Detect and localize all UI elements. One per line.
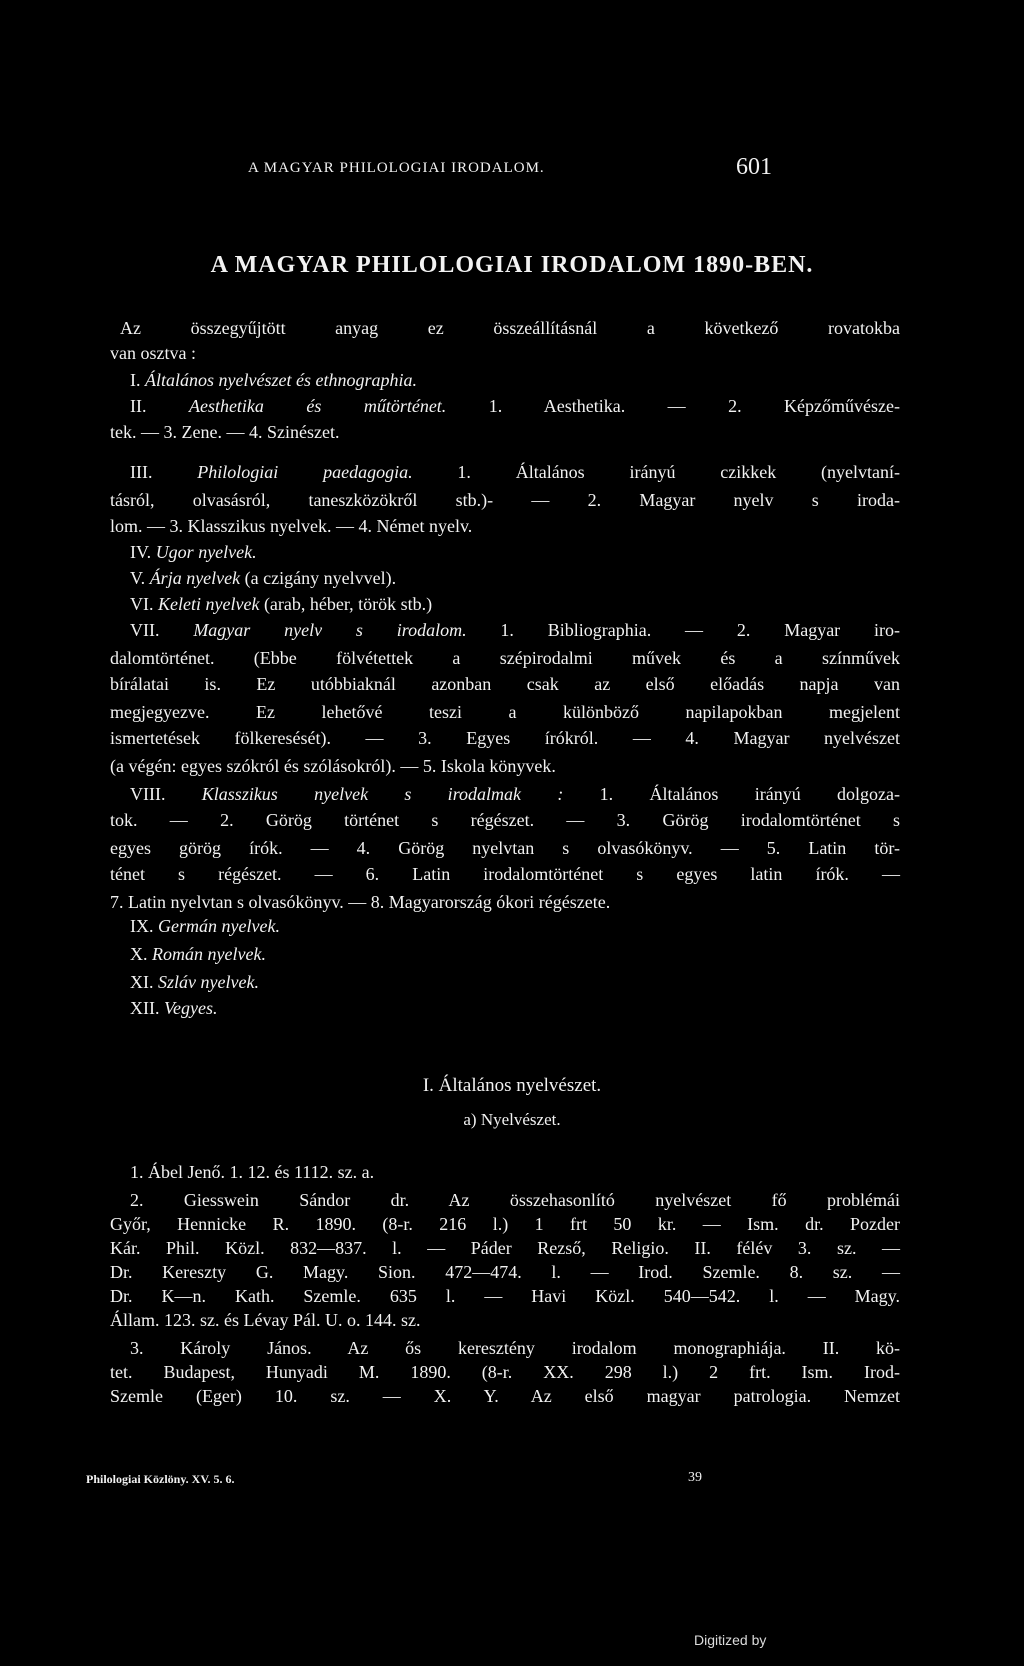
section-line: [110, 838, 900, 859]
section-line: [110, 490, 900, 511]
bibliography-line: 3. Károly János. Az ős keresztény irodalom monographiája. II. kö-: [130, 1338, 900, 1358]
section-title: Vegyes.: [164, 998, 218, 1018]
section-number: VII.: [130, 620, 194, 640]
section-number: IX.: [130, 916, 158, 936]
section-line: [130, 396, 900, 417]
page-number: 601: [736, 154, 772, 180]
section-line: [130, 998, 217, 1019]
bibliography-line: Szemle (Eger) 10. sz. — X. Y. Az első magyar patrologia. Nemzet: [110, 1386, 900, 1406]
journal-footer: Philologiai Közlöny. XV. 5. 6.: [86, 1472, 235, 1486]
section-line: [130, 462, 900, 483]
section-line: [130, 972, 259, 993]
section-heading: I. Általános nyelvészet.: [422, 1075, 602, 1096]
section-title: Klasszikus nyelvek s irodalmak :: [201, 784, 564, 804]
section-title: Szláv nyelvek.: [158, 972, 259, 992]
section-number: V.: [130, 568, 150, 588]
section-text: 7. Latin nyelvtan s olvasókönyv. — 8. Magyarország ókori régészete.: [110, 892, 611, 912]
bibliography-line: Állam. 123. sz. és Lévay Pál. U. o. 144. sz.: [110, 1310, 421, 1330]
section-title: Germán nyelvek.: [158, 916, 280, 936]
section-line: [130, 542, 257, 563]
bibliography-line: Kár. Phil. Közl. 832—837. l. — Páder Rezső, Religio. II. félév 3. sz. —: [110, 1238, 900, 1258]
section-number: X.: [130, 944, 152, 964]
section-line: [110, 810, 900, 831]
section-title: Aesthetika és műtörténet.: [188, 396, 447, 416]
bibliography-line: Dr. K—n. Kath. Szemle. 635 l. — Havi Közl. 540—542. l. — Magy.: [110, 1286, 900, 1306]
section-text: megjegyezve. Ez lehetővé teszi a különböző napilapokban megjelent: [110, 702, 900, 722]
section-number: III.: [130, 462, 198, 482]
section-number: VI.: [130, 594, 158, 614]
section-title: Román nyelvek.: [152, 944, 266, 964]
section-text: egyes görög írók. — 4. Görög nyelvtan s olvasókönyv. — 5. Latin tör-: [110, 838, 900, 858]
intro-line: Az összegyűjtött anyag ez összeállításnál a következő rovatokba: [120, 318, 900, 338]
section-line: [110, 674, 900, 695]
section-number: IV.: [130, 542, 156, 562]
section-line: [130, 620, 900, 641]
signature-mark: 39: [688, 1470, 702, 1485]
section-text: ismertetések fölkeresését). — 3. Egyes írókról. — 4. Magyar nyelvészet: [110, 728, 900, 748]
section-title: Árja nyelvek: [149, 568, 241, 588]
subsection-heading: a) Nyelvészet.: [463, 1110, 561, 1129]
section-text: 1. Bibliographia. — 2. Magyar iro-: [500, 620, 900, 640]
section-line: [130, 944, 266, 965]
section-line: [110, 864, 900, 885]
running-head: A MAGYAR PHILOLOGIAI IRODALOM.: [248, 160, 545, 176]
section-text: dalomtörténet. (Ebbe fölvétettek a szépirodalmi művek és a színművek: [110, 648, 900, 668]
section-line: [110, 892, 610, 913]
section-text: tásról, olvasásról, taneszközökről stb.)- — 2. Magyar nyelv s iroda-: [110, 490, 900, 510]
section-number: I.: [130, 370, 145, 390]
section-line: [110, 728, 900, 749]
section-number: II.: [130, 396, 189, 416]
section-line: [130, 568, 396, 589]
article-title: A MAGYAR PHILOLOGIAI IRODALOM 1890-BEN.: [210, 252, 814, 278]
section-title: Philologiai paedagogia.: [197, 462, 413, 482]
section-line: [130, 784, 900, 805]
section-number: XII.: [130, 998, 164, 1018]
section-number: XI.: [130, 972, 158, 992]
bibliography-line: Győr, Hennicke R. 1890. (8-r. 216 l.) 1 frt 50 kr. — Ism. dr. Pozder: [110, 1214, 900, 1234]
bibliography-line: 2. Giesswein Sándor dr. Az összehasonlító nyelvészet fő problémái: [130, 1190, 900, 1210]
section-number: VIII.: [130, 784, 202, 804]
intro-line: van osztva :: [110, 343, 196, 363]
section-line: [110, 648, 900, 669]
section-line: [130, 916, 280, 937]
section-text: tok. — 2. Görög történet s régészet. — 3. Görög irodalomtörténet s: [110, 810, 900, 830]
section-line: [110, 422, 339, 443]
section-line: [110, 756, 556, 777]
digitized-label: Digitized by: [694, 1632, 767, 1648]
section-title: Általános nyelvészet és ethnographia.: [145, 370, 417, 390]
section-text: lom. — 3. Klasszikus nyelvek. — 4. Német nyelv.: [110, 516, 473, 536]
section-text: bírálatai is. Ez utóbbiaknál azonban csak az első előadás napja van: [110, 674, 900, 694]
bibliography-line: tet. Budapest, Hunyadi M. 1890. (8-r. XX. 298 l.) 2 frt. Ism. Irod-: [110, 1362, 900, 1382]
section-line: [130, 370, 417, 391]
section-text: 1. Általános irányú dolgoza-: [599, 784, 901, 804]
section-title: Keleti nyelvek: [158, 594, 260, 614]
section-title: Ugor nyelvek.: [155, 542, 257, 562]
section-text: tek. — 3. Zene. — 4. Szinészet.: [110, 422, 340, 442]
section-text: ténet s régészet. — 6. Latin irodalomtörténet s egyes latin írók. —: [110, 864, 900, 884]
section-line: [130, 594, 432, 615]
section-text: (arab, héber, török stb.): [263, 594, 433, 614]
section-text: 1. Aesthetika. — 2. Képzőművésze-: [488, 396, 900, 416]
section-line: [110, 702, 900, 723]
section-title: Magyar nyelv s irodalom.: [193, 620, 467, 640]
section-line: [110, 516, 472, 537]
bibliography-line: Dr. Kereszty G. Magy. Sion. 472—474. l. — Irod. Szemle. 8. sz. —: [110, 1262, 900, 1282]
bibliography-line: 1. Ábel Jenő. 1. 12. és 1112. sz. a.: [130, 1162, 375, 1182]
section-text: (a czigány nyelvvel).: [244, 568, 397, 588]
section-text: (a végén: egyes szókról és szólásokról). — 5. Iskola könyvek.: [110, 756, 556, 776]
section-text: 1. Általános irányú czikkek (nyelvtaní-: [457, 462, 901, 482]
